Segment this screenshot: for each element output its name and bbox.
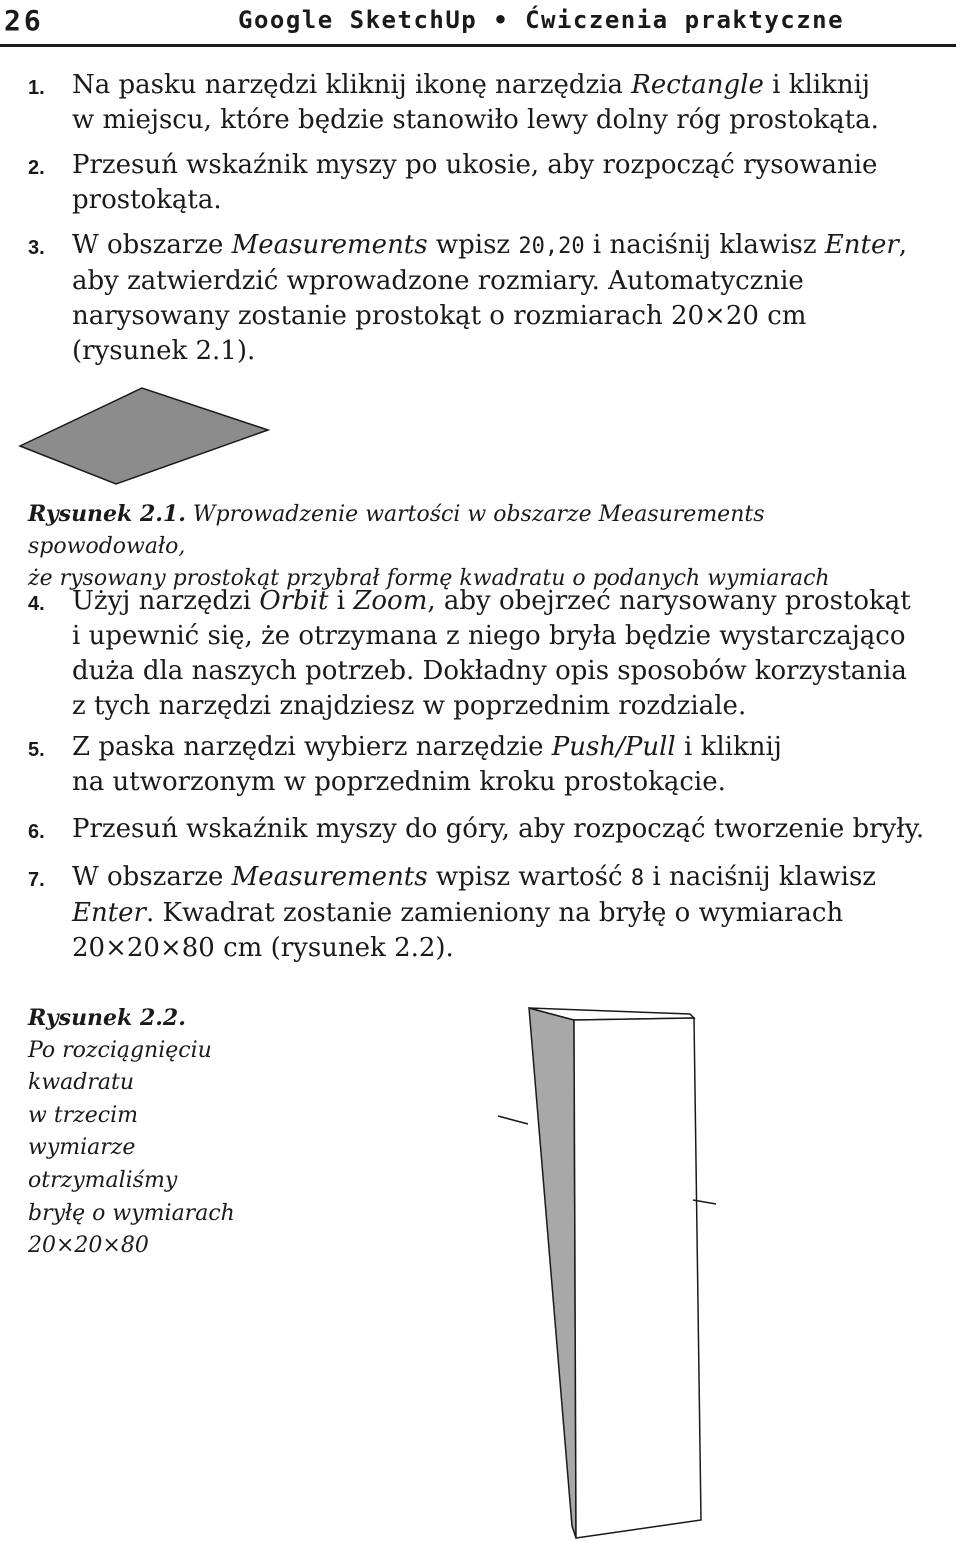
text-run: Rectangle	[631, 70, 764, 100]
figure-2-2-label: Rysunek 2.2.	[28, 1005, 186, 1031]
text-run: i	[328, 586, 354, 616]
text-run: , aby obejrzeć narysowany prostokąt	[427, 586, 911, 616]
text-run: i kliknij	[763, 70, 870, 100]
page-number: 26	[4, 4, 44, 37]
text-run: Użyj narzędzi	[72, 586, 260, 616]
step-text	[72, 148, 950, 218]
text-run: 8	[630, 866, 645, 891]
step-line	[72, 103, 950, 138]
step-number: 7.	[28, 869, 45, 891]
text-run: ,	[898, 230, 908, 260]
text-run: Enter	[824, 230, 899, 260]
box-side-face	[529, 1008, 576, 1538]
step-line	[72, 654, 950, 689]
text-run: wpisz	[427, 230, 519, 260]
caption-line: Wprowadzenie wartości w obszarze Measurements spowodowało,	[28, 502, 765, 559]
step-text	[72, 584, 950, 724]
step-line	[72, 689, 950, 724]
text-run: Przesuń wskaźnik myszy po ukosie, aby rozpocząć rysowanie	[72, 150, 878, 180]
text-run: wpisz wartość	[427, 862, 631, 892]
rectangle-face	[20, 388, 268, 484]
text-run: Przesuń wskaźnik myszy do góry, aby rozpocząć tworzenie bryły.	[72, 814, 925, 844]
step-line	[72, 228, 950, 264]
text-run: Enter	[72, 898, 146, 928]
text-run: (rysunek 2.1).	[72, 336, 256, 366]
step-line	[72, 730, 950, 765]
text-run: w miejscu, które będzie stanowiło lewy dolny róg prostokąta.	[72, 105, 879, 135]
step-number: 3.	[28, 237, 45, 259]
text-run: Push/Pull	[551, 732, 676, 762]
text-run: z tych narzędzi znajdziesz w poprzednim rozdziale.	[72, 691, 747, 721]
text-run: . Kwadrat zostanie zamieniony na bryłę o wymiarach	[146, 898, 844, 928]
text-run: aby zatwierdzić wprowadzone rozmiary. Automatycznie	[72, 266, 804, 296]
caption-line: bryłę o wymiarach	[28, 1200, 235, 1226]
text-run: 20,20	[518, 234, 585, 259]
text-run: prostokąta.	[72, 185, 222, 215]
step-number: 6.	[28, 821, 45, 843]
caption-line: 20×20×80	[28, 1233, 149, 1259]
step-line	[72, 183, 950, 218]
step-text	[72, 730, 950, 800]
figure-2-1-rectangle	[18, 386, 270, 486]
step-number: 2.	[28, 157, 45, 179]
text-run: Orbit	[259, 586, 329, 616]
caption-line: że rysowany prostokąt przybrał formę kwadratu o podanych wymiarach	[28, 566, 830, 591]
text-run: na utworzonym w poprzednim kroku prostokącie.	[72, 767, 726, 797]
step-line	[72, 299, 950, 334]
text-run: i naciśnij klawisz	[644, 862, 876, 892]
step-line	[72, 584, 950, 619]
running-title: Google SketchUp • Ćwiczenia praktyczne	[238, 6, 845, 34]
text-run: i naciśnij klawisz	[584, 230, 825, 260]
step-line	[72, 148, 950, 183]
caption-line: wymiarze	[28, 1135, 136, 1161]
step-line	[72, 68, 950, 103]
caption-line: Po rozciągnięciu	[28, 1037, 212, 1063]
box-front-face	[574, 1018, 701, 1538]
step-number: 5.	[28, 739, 45, 761]
figure-2-2-box	[494, 1000, 724, 1540]
caption-line: w trzecim	[28, 1102, 139, 1128]
text-run: Measurements	[231, 230, 428, 260]
step-line	[72, 896, 950, 931]
caption-line: kwadratu	[28, 1070, 135, 1096]
text-run: 20×20×80 cm (rysunek 2.2).	[72, 933, 454, 963]
step-number: 4.	[28, 593, 45, 615]
caption-line: otrzymaliśmy	[28, 1167, 178, 1193]
text-run: Na pasku narzędzi kliknij ikonę narzędzia	[72, 70, 632, 100]
figure-2-1-caption	[28, 498, 928, 595]
text-run: Zoom	[353, 586, 428, 616]
step-line	[72, 812, 950, 847]
step-text	[72, 68, 950, 138]
step-line	[72, 765, 950, 800]
axis-line	[498, 1116, 528, 1124]
step-line	[72, 860, 950, 896]
text-run: narysowany zostanie prostokąt o rozmiarach 20×20 cm	[72, 301, 807, 331]
step-line	[72, 619, 950, 654]
figure-2-2-caption	[28, 1002, 268, 1263]
step-line	[72, 931, 950, 966]
step-line	[72, 334, 950, 369]
text-run: Measurements	[231, 862, 428, 892]
figure-2-1-label: Rysunek 2.1.	[28, 501, 186, 527]
text-run: i kliknij	[675, 732, 782, 762]
step-text	[72, 228, 950, 369]
text-run: i upewnić się, że otrzymana z niego bryła będzie wystarczająco	[72, 621, 906, 651]
step-line	[72, 264, 950, 299]
text-run: W obszarze	[72, 230, 232, 260]
text-run: duża dla naszych potrzeb. Dokładny opis sposobów korzystania	[72, 656, 907, 686]
step-text	[72, 860, 950, 966]
page-header	[0, 0, 956, 47]
text-run: Z paska narzędzi wybierz narzędzie	[72, 732, 552, 762]
step-number: 1.	[28, 77, 45, 99]
text-run: W obszarze	[72, 862, 232, 892]
step-text	[72, 812, 950, 847]
